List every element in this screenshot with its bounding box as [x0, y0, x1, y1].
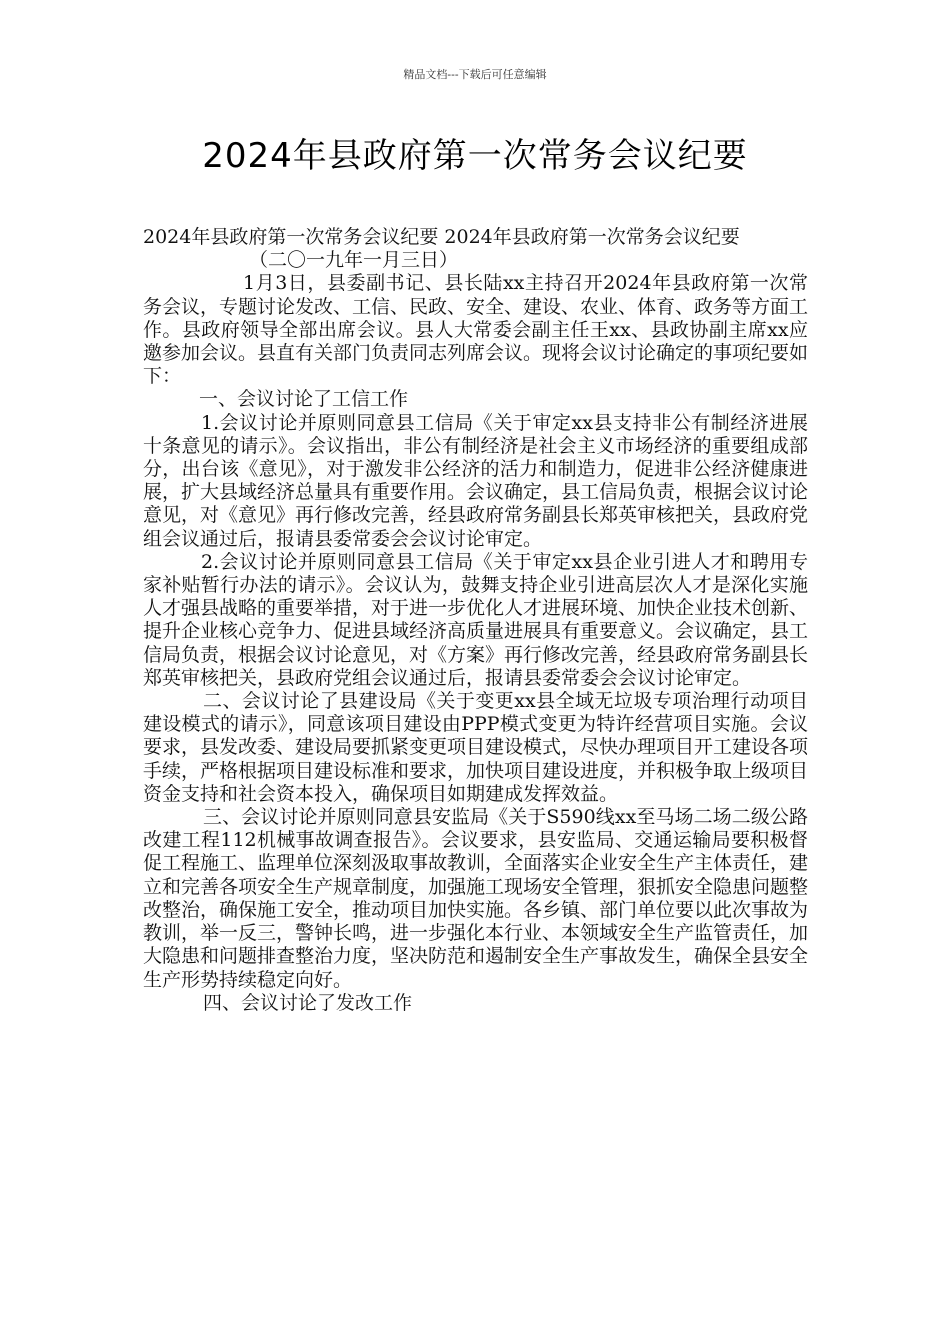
- item-2-paragraph: 2.会议讨论并原则同意县工信局《关于审定xx县企业引进人才和聘用专家补贴暂行办法的请示》。会议认为，鼓舞支持企业引进高层次人才是深化实施人才强县战略的重要举措，对于进一步优化人才进展环境、加快企业技术创新、提升企业核心竞争力、促进县域经济高质量进展具有重要意义。会议确定，县工信局负责，根据会议讨论意见，对《方案》再行修改完善，经县政府常务副县长郑英审核把关，县政府党组会议通过后，报请县委常委会会议讨论审定。: [143, 550, 809, 689]
- header-note: 精品文档---下载后可任意编辑: [403, 68, 547, 81]
- lead-paragraph: 2024年县政府第一次常务会议纪要 2024年县政府第一次常务会议纪要: [143, 226, 740, 248]
- intro-paragraph: 1月3日，县委副书记、县长陆xx主持召开2024年县政府第一次常务会议，专题讨论发改、工信、民政、安全、建设、农业、体育、政务等方面工作。县政府领导全部出席会议。县人大常委会副主任王xx、县政协副主席xx应邀参加会议。县直有关部门负责同志列席会议。现将会议讨论确定的事项纪要如下：: [143, 272, 809, 388]
- section-2-paragraph: 二、会议讨论了县建设局《关于变更xx县全域无垃圾专项治理行动项目建设模式的请示》，同意该项目建设由PPP模式变更为特许经营项目实施。会议要求，县发改委、建设局要抓紧变更项目建设模式，尽快办理项目开工建设各项手续，严格根据项目建设标准和要求，加快项目建设进度，并积极争取上级项目资金支持和社会资本投入，确保项目如期建成发挥效益。: [143, 690, 809, 805]
- meeting-date: （二〇一九年一月三日）: [249, 249, 459, 272]
- section-1-heading: 一、会议讨论了工信工作: [199, 388, 409, 411]
- item-1-paragraph: 1.会议讨论并原则同意县工信局《关于审定xx县支持非公有制经济进展十条意见的请示》。会议指出，非公有制经济是社会主义市场经济的重要组成部分，出台该《意见》，对于激发非公经济的活力和制造力，促进非公经济健康进展，扩大县域经济总量具有重要作用。会议确定，县工信局负责，根据会议讨论意见，对《意见》再行修改完善，经县政府常务副县长郑英审核把关，县政府党组会议通过后，报请县委常委会会议讨论审定。: [143, 411, 809, 550]
- section-4-heading: 四、会议讨论了发改工作: [203, 991, 413, 1014]
- document-title: 2024年县政府第一次常务会议纪要: [202, 136, 748, 176]
- section-3-paragraph: 三、会议讨论并原则同意县安监局《关于S590线xx至马场二场二级公路改建工程112机械事故调查报告》。会议要求，县安监局、交通运输局要积极督促工程施工、监理单位深刻汲取事故教训，全面落实企业安全生产主体责任，建立和完善各项安全生产规章制度，加强施工现场安全管理，狠抓安全隐患问题整改整治，确保施工安全，推动项目加快实施。各乡镇、部门单位要以此次事故为教训，举一反三，警钟长鸣，进一步强化本行业、本领域安全生产监管责任，加大隐患和问题排查整治力度，坚决防范和遏制安全生产事故发生，确保全县安全生产形势持续稳定向好。: [143, 806, 809, 991]
- document-body: [143, 226, 808, 1015]
